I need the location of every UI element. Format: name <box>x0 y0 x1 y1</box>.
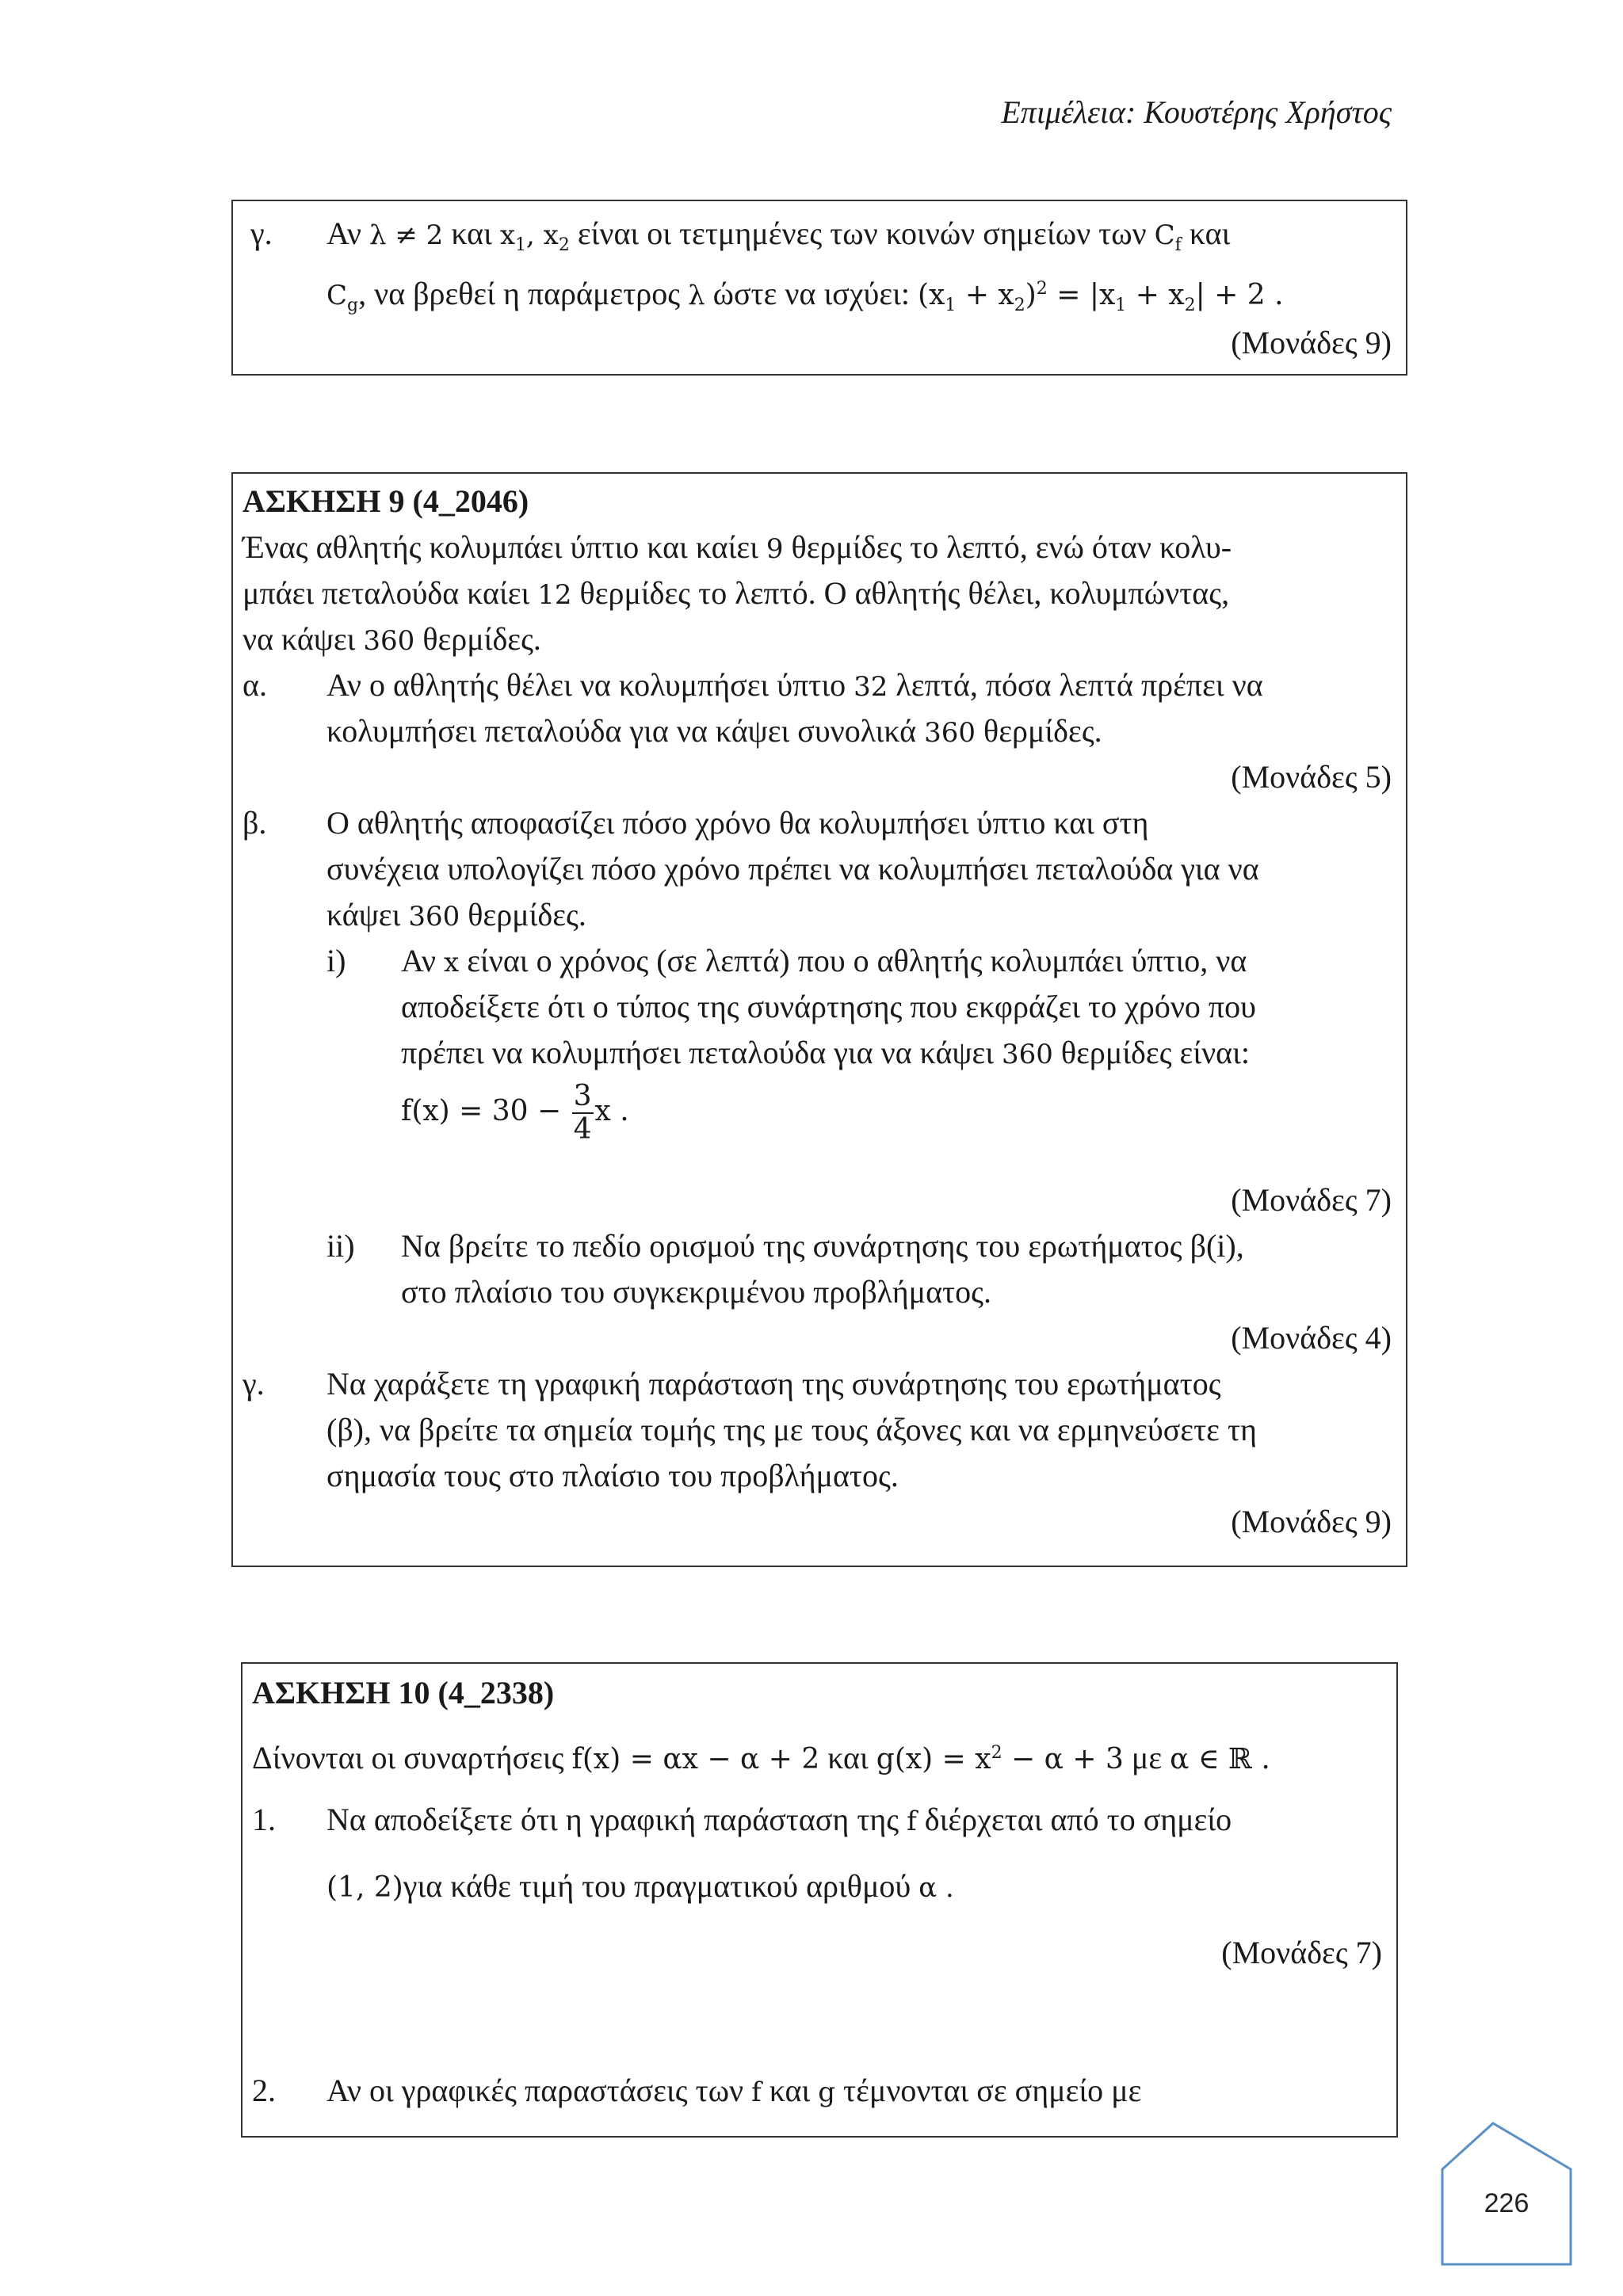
item-label: γ. <box>250 215 273 251</box>
question-b-line-2: συνέχεια υπολογίζει πόσο χρόνο πρέπει να κολυμπήσει πεταλούδα για να <box>327 851 1259 887</box>
sub-item-label: ii) <box>327 1228 355 1264</box>
marks-label: (Μονάδες 4) <box>1231 1320 1392 1356</box>
question-b-line-1: Ο αθλητής αποφασίζει πόσο χρόνο θα κολυμπήσει ύπτιο και στη <box>327 805 1149 841</box>
sub-item-label: i) <box>327 943 346 978</box>
item-label: α. <box>242 667 267 703</box>
sub-question-i-line-3: πρέπει να κολυμπήσει πεταλούδα για να κάψει 360 θερμίδες είναι: <box>401 1035 1251 1070</box>
intro-line-1: Ένας αθλητής κολυμπάει ύπτιο και καίει 9 θερμίδες το λεπτό, ενώ όταν κολυ- <box>242 529 1232 565</box>
sub-question-i-line-2: αποδείξετε ότι ο τύπος της συνάρτησης που εκφράζει το χρόνο που <box>401 989 1256 1024</box>
page-number-badge <box>1439 2120 1574 2267</box>
page-number: 226 <box>1484 2188 1529 2218</box>
functions-definition: Δίνονται οι συναρτήσεις f(x) = αx − α + 2 και $g(x) = x^2 - \alpha + 3$ με α ∈ ℝ . <box>252 1740 1270 1775</box>
question-c-line-1: Να χαράξετε τη γραφική παράσταση της συνάρτησης του ερωτήματος <box>327 1366 1221 1402</box>
header-author: Επιμέλεια: Κουστέρης Χρήστος <box>1001 94 1392 130</box>
exercise-10-box <box>241 1662 1398 2138</box>
equation-line: $C_g$, να βρεθεί η παράμετρος λ ώστε να ισχύει: $(x_1 + x_2)^2 = |x_1 + x_2| + 2$ . <box>327 276 1284 316</box>
formula-f: f(x) = 30 − $\frac{3}{4}$ x . <box>401 1080 629 1146</box>
marks-label: (Μονάδες 9) <box>1231 1504 1392 1539</box>
item-label: 2. <box>252 2073 276 2108</box>
item-label: 1. <box>252 1802 276 1837</box>
question-b-line-3: κάψει 360 θερμίδες. <box>327 897 586 933</box>
question-1-line-1: Να αποδείξετε ότι η γραφική παράσταση της f διέρχεται από το σημείο <box>327 1802 1232 1837</box>
intro-line-2: μπάει πεταλούδα καίει 12 θερμίδες το λεπτό. Ο αθλητής θέλει, κολυμπώντας, <box>242 575 1230 611</box>
marks-label: (Μονάδες 7) <box>1221 1935 1382 1970</box>
sub-question-ii-line-1: Να βρείτε το πεδίο ορισμού της συνάρτησης του ερωτήματος β(i), <box>401 1228 1244 1264</box>
intro-line-3: να κάψει 360 θερμίδες. <box>242 621 541 657</box>
sub-question-ii-line-2: στο πλαίσιο του συγκεκριμένου προβλήματος. <box>401 1274 991 1310</box>
exercise-title: ΑΣΚΗΣΗ 10 (4_2338) <box>252 1675 555 1711</box>
exercise-title: ΑΣΚΗΣΗ 9 (4_2046) <box>242 483 529 519</box>
condition-line: Αν λ ≠ 2 και $x_1$, $x_2$ είναι οι τετμημένες των κοινών σημείων των $C_f$ και <box>327 215 1231 255</box>
marks-label: (Μονάδες 9) <box>1231 325 1392 360</box>
question-c-line-3: σημασία τους στο πλαίσιο του προβλήματος. <box>327 1458 899 1493</box>
exercise-continuation-box <box>231 200 1407 376</box>
question-1-line-2: (1, 2)για κάθε τιμή του πραγματικού αριθμού α . <box>327 1868 954 1904</box>
sub-question-i-line-1: Αν x είναι ο χρόνος (σε λεπτά) που ο αθλητής κολυμπάει ύπτιο, να <box>401 943 1247 978</box>
question-a-line-2: κολυμπήσει πεταλούδα για να κάψει συνολικά 360 θερμίδες. <box>327 713 1102 749</box>
question-c-line-2: (β), να βρείτε τα σημεία τομής της με τους άξονες και να ερμηνεύσετε τη <box>327 1412 1257 1447</box>
question-2-line-1: Αν οι γραφικές παραστάσεις των f και g τέμνονται σε σημείο με <box>327 2073 1142 2108</box>
question-a-line-1: Αν ο αθλητής θέλει να κολυμπήσει ύπτιο 32 λεπτά, πόσα λεπτά πρέπει να <box>327 667 1263 703</box>
marks-label: (Μονάδες 5) <box>1231 759 1392 795</box>
item-label: γ. <box>242 1366 265 1402</box>
marks-label: (Μονάδες 7) <box>1231 1182 1392 1218</box>
exercise-9-box <box>231 472 1407 1567</box>
item-label: β. <box>242 805 267 841</box>
